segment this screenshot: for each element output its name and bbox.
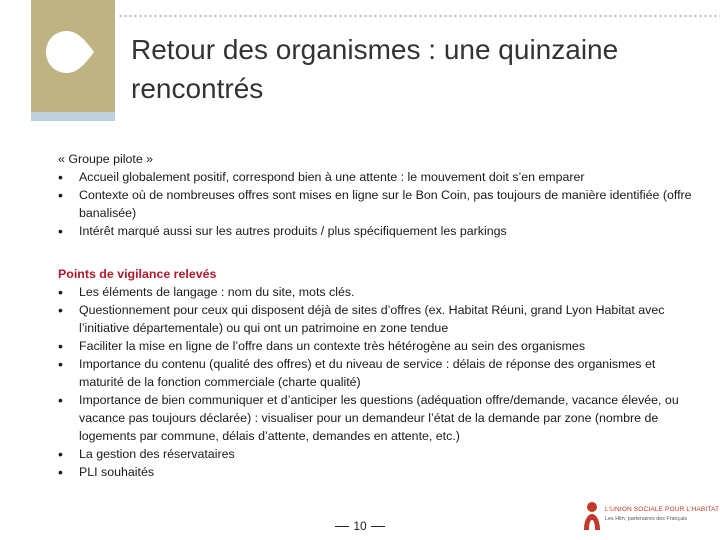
bullet-icon: •	[58, 464, 63, 480]
drop-logo-icon	[46, 31, 94, 73]
bullet-icon: •	[58, 338, 63, 354]
slide-title: Retour des organismes : une quinzaine rencontrés	[131, 34, 619, 104]
list-item: • Accueil globalement positif, correspond bien à une attente : le mouvement doit s’en emparer	[58, 169, 585, 185]
bullet-icon: •	[58, 284, 63, 300]
bullet-icon: •	[58, 446, 63, 462]
vigilance-heading: Points de vigilance relevés	[58, 267, 217, 281]
union-sociale-logo	[582, 496, 720, 536]
brand-strip	[31, 112, 115, 121]
bullet-icon: •	[58, 169, 63, 185]
header-dotted-rule	[118, 14, 720, 18]
vigilance-list	[58, 283, 698, 481]
logo-tagline: Les Hlm, partenaires des Français	[605, 516, 688, 522]
bullet-icon: •	[58, 187, 63, 203]
bullet-icon: •	[58, 356, 63, 372]
vigilance-section	[58, 265, 698, 481]
bullet-icon: •	[58, 302, 63, 318]
list-item: • La gestion des réservataires	[58, 446, 235, 462]
pilot-group-section	[58, 150, 698, 240]
list-item: • Les éléments de langage : nom du site, mots clés.	[58, 284, 355, 300]
union-sociale-logo-icon	[582, 500, 602, 530]
pilot-group-list	[58, 168, 698, 240]
list-item: • Contexte où de nombreuses offres sont mises en ligne sur le Bon Coin, pas toujours de manière identifiée (offre banalisée)	[58, 187, 692, 220]
list-item: • PLI souhaités	[58, 464, 155, 480]
list-item: • Intérêt marqué aussi sur les autres produits / plus spécifiquement les parkings	[58, 223, 507, 239]
page-number: 10	[330, 519, 390, 533]
list-item: • Importance de bien communiquer et d’anticiper les questions (adéquation offre/demande, vacance élevée, ou vacance pas toujours déclarée) : visualiser pour un demandeur l’état de la demande par zone (nombre de logements par commune, délais d’attente, demandes en attente, etc.)	[58, 392, 679, 443]
bullet-icon: •	[58, 392, 63, 408]
list-item: • Importance du contenu (qualité des offres) et du niveau de service : délais de réponse des organismes et maturité de la fonction commerciale (charte qualité)	[58, 356, 656, 389]
logo-name: L'UNION SOCIALE POUR L'HABITAT	[605, 506, 720, 513]
pilot-group-heading: « Groupe pilote »	[58, 152, 154, 166]
bullet-icon: •	[58, 223, 63, 239]
list-item: • Faciliter la mise en ligne de l’offre dans un contexte très hétérogène au sein des organismes	[58, 338, 586, 354]
list-item: • Questionnement pour ceux qui disposent déjà de sites d’offres (ex. Habitat Réuni, grand Lyon Habitat avec l’initiative départementale) ou qui ont un patrimoine en zone tendue	[58, 302, 665, 335]
